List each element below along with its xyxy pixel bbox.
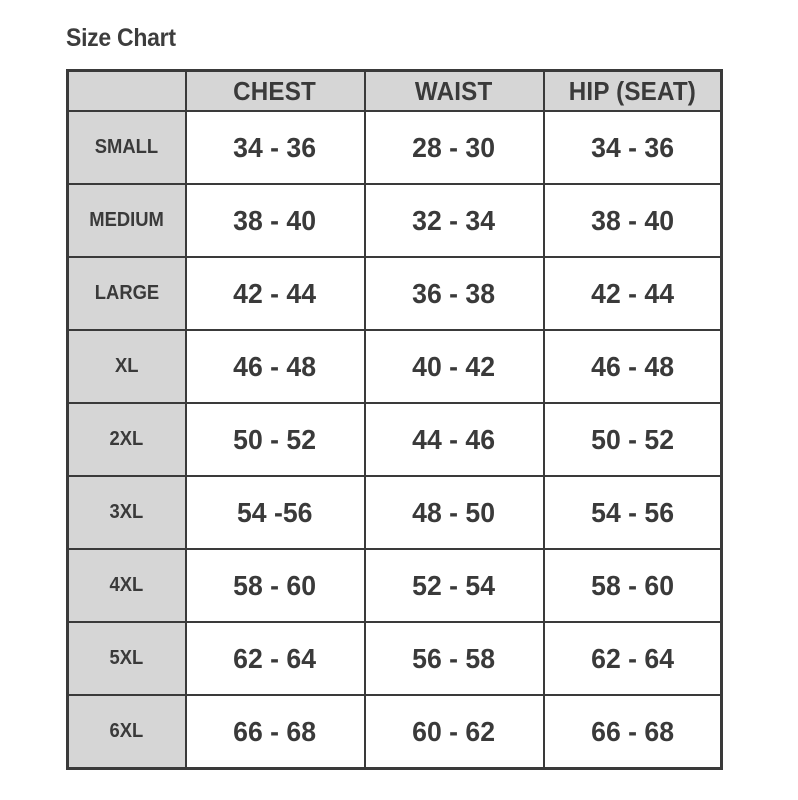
measurement-cell-hip (544, 549, 722, 622)
measurement-cell-hip (544, 622, 722, 695)
size-label: XL (114, 355, 139, 377)
size-label: SMALL (95, 136, 159, 158)
table-row (68, 622, 722, 695)
row-header-cell (68, 622, 186, 695)
measurement-cell-chest (186, 476, 365, 549)
size-chart-table (66, 69, 723, 770)
measurement-value: 62 - 64 (233, 642, 317, 674)
measurement-cell-waist (365, 549, 544, 622)
size-label: MEDIUM (89, 209, 165, 231)
column-header-label: CHEST (233, 75, 317, 106)
measurement-cell-chest (186, 184, 365, 257)
measurement-value: 46 - 48 (590, 350, 674, 382)
table-row (68, 184, 722, 257)
measurement-value: 54 -56 (237, 496, 313, 528)
size-label: 2XL (109, 428, 144, 450)
table-body (68, 111, 722, 769)
table-row (68, 330, 722, 403)
measurement-cell-waist (365, 257, 544, 330)
measurement-cell-waist (365, 403, 544, 476)
measurement-value: 38 - 40 (590, 204, 674, 236)
measurement-value: 36 - 38 (412, 277, 496, 309)
row-header-cell (68, 476, 186, 549)
measurement-cell-waist (365, 622, 544, 695)
measurement-cell-waist (365, 476, 544, 549)
row-header-cell (68, 695, 186, 769)
measurement-value: 62 - 64 (590, 642, 674, 674)
measurement-value: 46 - 48 (233, 350, 317, 382)
row-header-cell (68, 184, 186, 257)
measurement-cell-chest (186, 111, 365, 184)
measurement-value: 60 - 62 (412, 715, 496, 747)
measurement-value: 54 - 56 (590, 496, 674, 528)
measurement-value: 58 - 60 (233, 569, 317, 601)
measurement-value: 34 - 36 (233, 131, 317, 163)
measurement-cell-hip (544, 695, 722, 769)
measurement-cell-hip (544, 330, 722, 403)
measurement-cell-waist (365, 111, 544, 184)
column-header-waist (365, 71, 544, 112)
measurement-value: 42 - 44 (233, 277, 317, 309)
table-row (68, 257, 722, 330)
row-header-cell (68, 549, 186, 622)
table-row (68, 695, 722, 769)
measurement-cell-hip (544, 111, 722, 184)
measurement-value: 52 - 54 (412, 569, 496, 601)
size-label: 6XL (109, 720, 144, 742)
column-header-label: WAIST (415, 75, 493, 106)
size-label: 4XL (109, 574, 144, 596)
measurement-value: 34 - 36 (590, 131, 674, 163)
row-header-cell (68, 111, 186, 184)
measurement-cell-hip (544, 403, 722, 476)
measurement-cell-chest (186, 622, 365, 695)
row-header-cell (68, 330, 186, 403)
page-title: Size Chart (66, 24, 176, 52)
column-header-chest (186, 71, 365, 112)
measurement-cell-chest (186, 257, 365, 330)
measurement-cell-chest (186, 695, 365, 769)
measurement-value: 66 - 68 (590, 715, 674, 747)
measurement-cell-chest (186, 549, 365, 622)
size-label: 5XL (109, 647, 144, 669)
measurement-value: 44 - 46 (412, 423, 496, 455)
measurement-cell-chest (186, 330, 365, 403)
table-row (68, 549, 722, 622)
corner-cell (68, 71, 186, 112)
measurement-value: 50 - 52 (233, 423, 317, 455)
measurement-value: 58 - 60 (590, 569, 674, 601)
measurement-value: 28 - 30 (412, 131, 496, 163)
measurement-value: 32 - 34 (412, 204, 496, 236)
measurement-cell-waist (365, 184, 544, 257)
table-row (68, 476, 722, 549)
measurement-cell-waist (365, 330, 544, 403)
measurement-cell-chest (186, 403, 365, 476)
measurement-value: 66 - 68 (233, 715, 317, 747)
table-row (68, 403, 722, 476)
column-header-hip (544, 71, 722, 112)
table-row (68, 111, 722, 184)
measurement-value: 56 - 58 (412, 642, 496, 674)
row-header-cell (68, 403, 186, 476)
column-header-label: HIP (SEAT) (568, 75, 696, 106)
table-header-row (68, 71, 722, 112)
measurement-value: 42 - 44 (590, 277, 674, 309)
measurement-value: 38 - 40 (233, 204, 317, 236)
measurement-cell-waist (365, 695, 544, 769)
measurement-cell-hip (544, 184, 722, 257)
size-label: 3XL (109, 501, 144, 523)
measurement-value: 40 - 42 (412, 350, 496, 382)
measurement-cell-hip (544, 476, 722, 549)
size-label: LARGE (94, 282, 159, 304)
measurement-value: 50 - 52 (590, 423, 674, 455)
row-header-cell (68, 257, 186, 330)
measurement-value: 48 - 50 (412, 496, 496, 528)
measurement-cell-hip (544, 257, 722, 330)
